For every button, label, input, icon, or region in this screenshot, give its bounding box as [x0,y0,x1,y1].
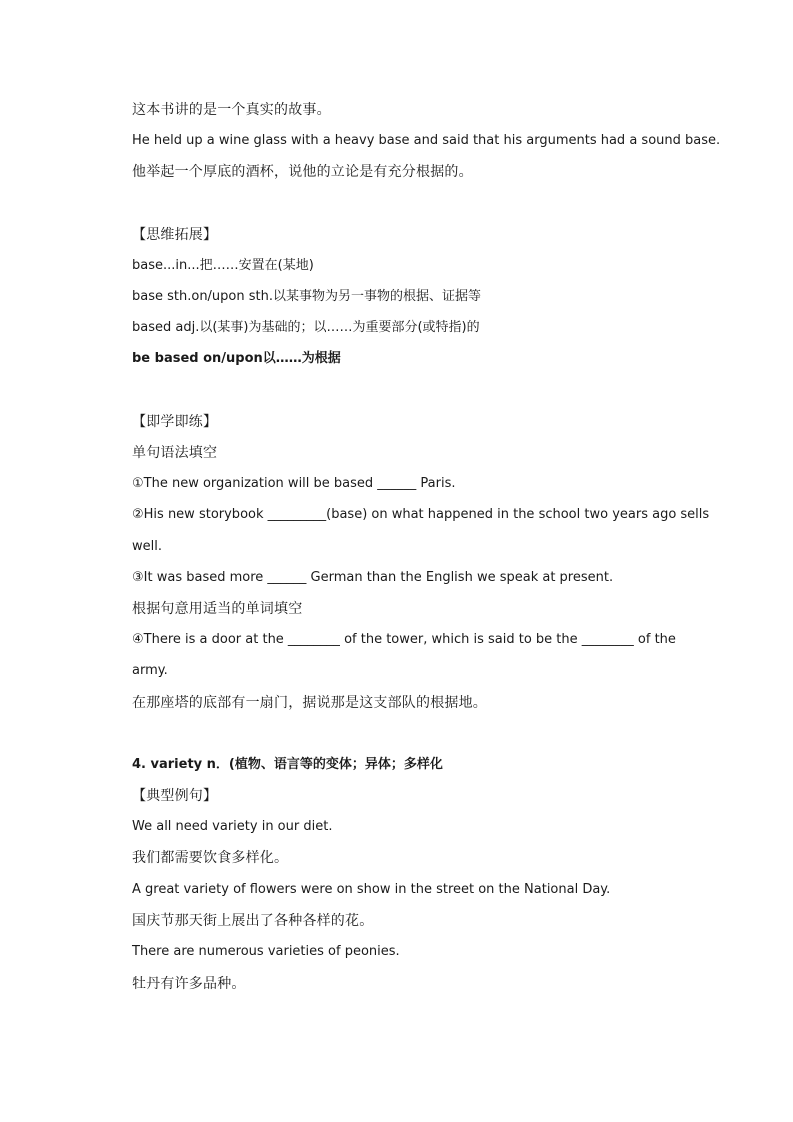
section-heading-typical-examples: 【典型例句】 [132,788,218,804]
variety-example-3: There are numerous varieties of peonies. [132,944,400,959]
variety-translation-3: 牡丹有许多品种。 [132,976,246,992]
example-translation-2: 他举起一个厚底的酒杯，说他的立论是有充分根据的。 [132,164,473,180]
phrase-base-on: base sth.on/upon sth.以某事物为另一事物的根据、证据等 [132,289,481,304]
exercise-item-4-continued: army. [132,663,168,678]
phrase-base-in: base...in...把……安置在(某地) [132,258,314,273]
exercise-item-4-translation: 在那座塔的底部有一扇门，据说那是这支部队的根据地。 [132,695,487,711]
exercise-heading-grammar-fill: 单句语法填空 [132,445,218,461]
vocab-heading-variety: 4. variety n．(植物、语言等的变体；异体；多样化 [132,757,443,772]
exercise-item-1: ①The new organization will be based ______ Paris. [132,476,456,491]
exercise-heading-word-fill: 根据句意用适当的单词填空 [132,601,303,617]
phrase-based-adj: based adj.以(某事)为基础的；以……为重要部分(或特指)的 [132,320,480,335]
example-sentence-2: He held up a wine glass with a heavy base and said that his arguments had a sound base. [132,133,721,148]
exercise-item-2: ②His new storybook _________(base) on what happened in the school two years ago sells [132,507,710,522]
exercise-item-2-continued: well. [132,539,162,554]
variety-example-1: We all need variety in our diet. [132,819,333,834]
phrase-be-based-on: be based on/upon以……为根据 [132,351,341,366]
variety-translation-2: 国庆节那天街上展出了各种各样的花。 [132,913,374,929]
exercise-item-3: ③It was based more ______ German than the English we speak at present. [132,570,614,585]
section-heading-practice: 【即学即练】 [132,414,218,430]
variety-example-2: A great variety of flowers were on show in the street on the National Day. [132,882,611,897]
section-heading-thinking-expansion: 【思维拓展】 [132,227,218,243]
example-translation-1: 这本书讲的是一个真实的故事。 [132,102,331,118]
variety-translation-1: 我们都需要饮食多样化。 [132,850,289,866]
exercise-item-4: ④There is a door at the ________ of the tower, which is said to be the ________ of the [132,632,676,647]
